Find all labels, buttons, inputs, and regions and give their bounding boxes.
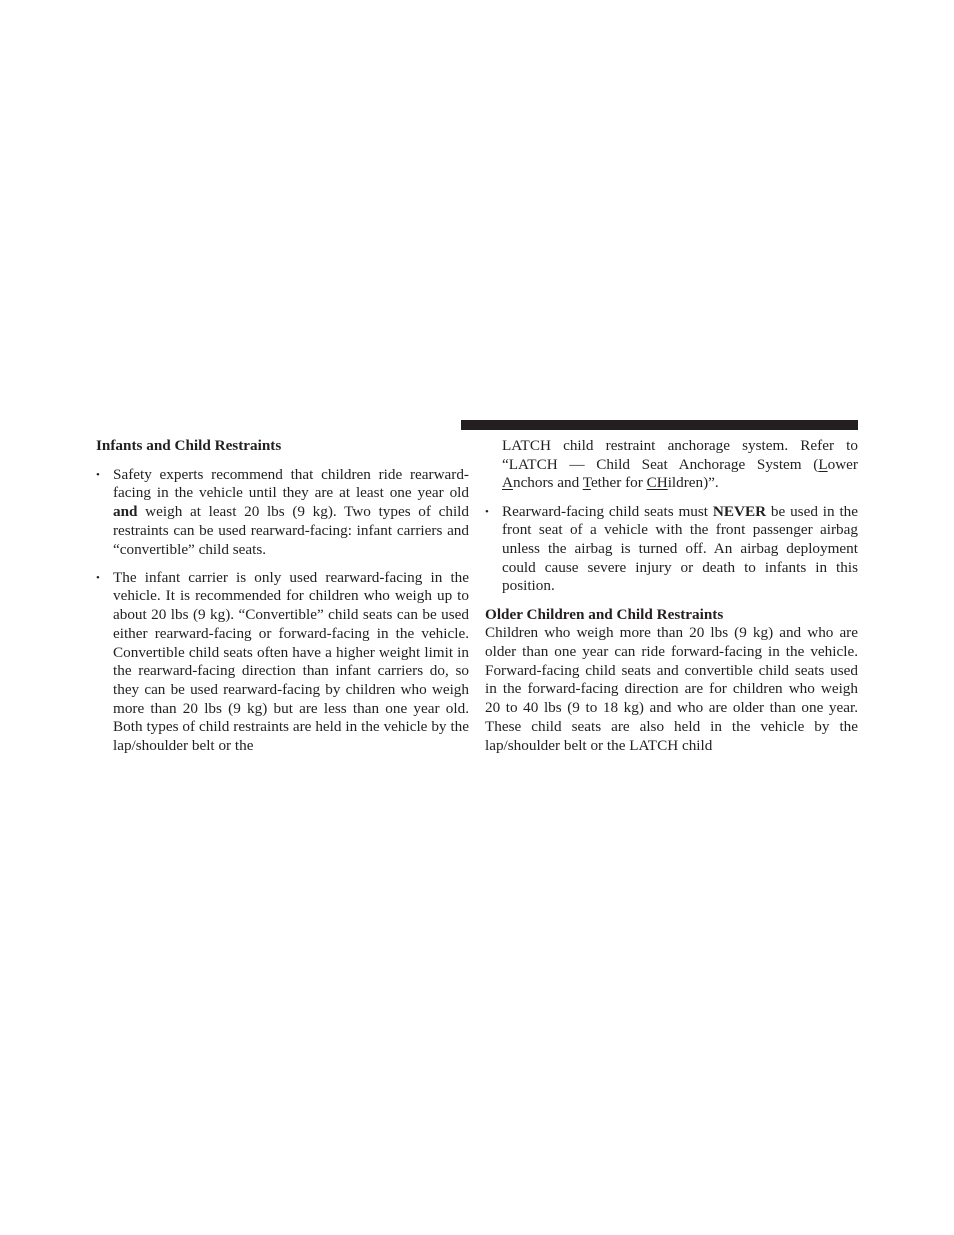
bullet-continuation-latch: LATCH child restraint anchorage system. Refer to “LATCH — Child Seat Anchorage System (Lower Anchors and Tether for CHildren)”. (502, 437, 858, 492)
bullet-rearward-facing-recommendation (96, 466, 469, 560)
section-heading-older-children: Older Children and Child Restraints (485, 605, 724, 623)
section-header-bar (461, 420, 858, 430)
bullet-infant-carrier (96, 569, 469, 756)
body-paragraph-older-children: Children who weigh more than 20 lbs (9 kg) and who are older than one year can ride forward-facing in the vehicle. Forward-facing child seats and convertible child seats used in the forward-facing direction are for children who weigh 20 to 40 lbs (9 to 18 kg) and who are older than one year. These child seats are also held in the vehicle by the lap/shoulder belt or the LATCH child (485, 624, 858, 754)
bullet-text: Safety experts recommend that children ride rearward-facing in the vehicle until they are at least one year old and weigh at least 20 lbs (9 kg). Two types of child restraints can be used rearward-facing: infant carriers and “convertible” child seats. (113, 465, 469, 558)
section-heading-infants: Infants and Child Restraints (96, 437, 282, 454)
bullet-text: The infant carrier is only used rearward-facing in the vehicle. It is recommended for children who weigh up to about 20 lbs (9 kg). “Convertible” child seats can be used either rearward-facing or forward-facing in the vehicle. Convertible child seats often have a higher weight limit in the rearward-facing direction than infant carriers do, so they can be used rearward-facing by children who weigh more than 20 lbs (9 kg) but are less than one year old. Both types of child restraints are held in the vehicle by the lap/shoulder belt or the (113, 568, 469, 755)
bullet-icon: • (485, 505, 489, 518)
left-column (96, 437, 469, 765)
bullet-never-front-seat (485, 503, 858, 597)
right-column (485, 437, 858, 755)
bullet-icon: • (96, 468, 100, 481)
bullet-icon: • (96, 571, 100, 584)
bullet-text: Rearward-facing child seats must NEVER be used in the front seat of a vehicle with the front passenger airbag unless the airbag is turned off. An airbag deployment could cause severe injury or death to infants in this position. (502, 502, 858, 595)
